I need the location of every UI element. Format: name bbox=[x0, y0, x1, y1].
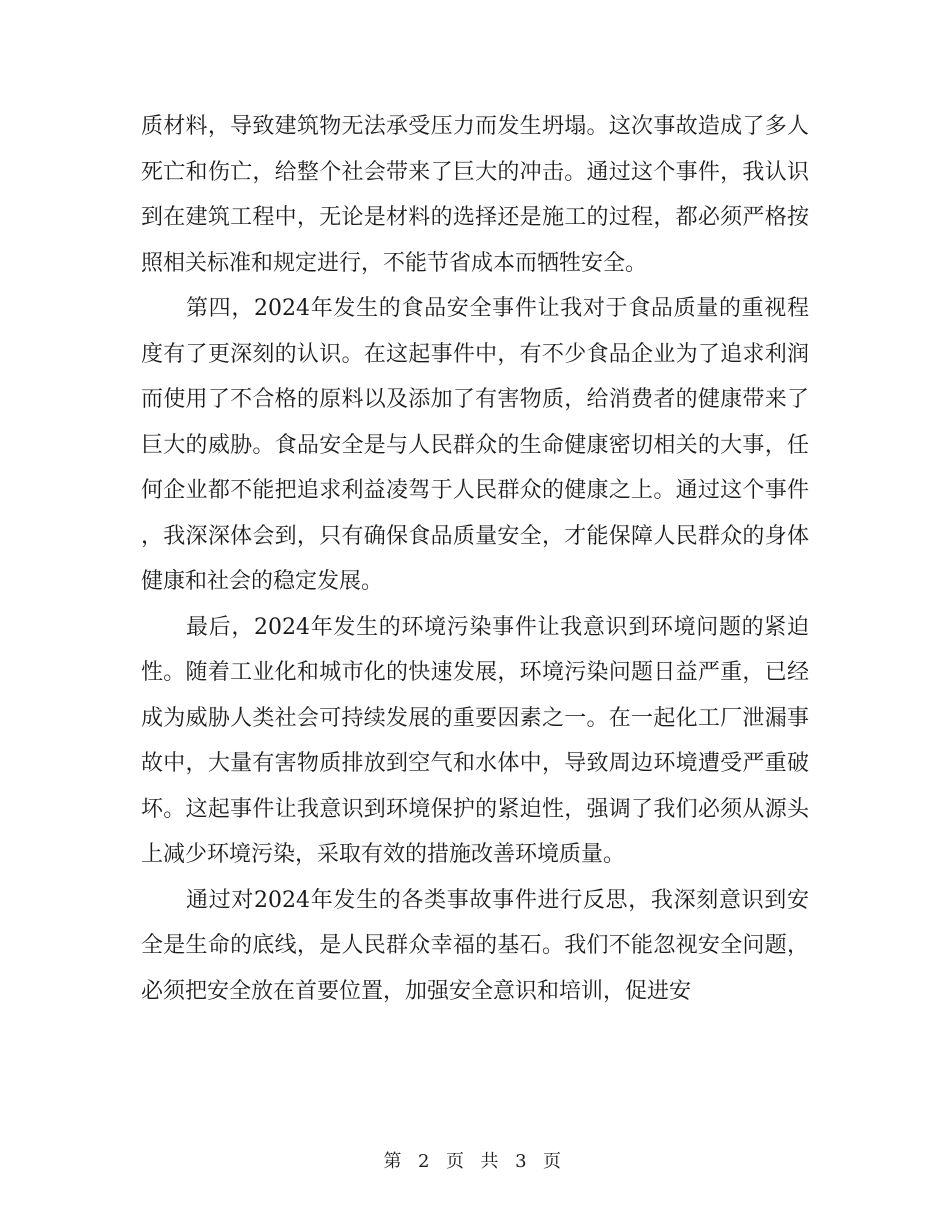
page-number-footer: 第 2 页 共 3 页 bbox=[383, 1151, 567, 1172]
paragraph-continuation: 质材料，导致建筑物无法承受压力而发生坍塌。这次事故造成了多人死亡和伤亡，给整个社会带来了巨大的冲击。通过这个事件，我认识到在建筑工程中，无论是材料的选择还是施工的过程，都必须严格按照相关标准和规定进行，不能节省成本而牺牲安全。 bbox=[141, 114, 809, 276]
paragraph-reflection: 通过对2024年发生的各类事故事件进行反思，我深刻意识到安全是生命的底线，是人民群众幸福的基石。我们不能忽视安全问题，必须把安全放在首要位置，加强安全意识和培训，促进安 bbox=[141, 887, 809, 1004]
document-body bbox=[141, 104, 809, 1014]
paragraph-environment: 最后，2024年发生的环境污染事件让我意识到环境问题的紧迫性。随着工业化和城市化的快速发展，环境污染问题日益严重，已经成为威胁人类社会可持续发展的重要因素之一。在一起化工厂泄漏事故中，大量有害物质排放到空气和水体中，导致周边环境遭受严重破坏。这起事件让我意识到环境保护的紧迫性，强调了我们必须从源头上减少环境污染，采取有效的措施改善环境质量。 bbox=[141, 614, 809, 867]
paragraph-food-safety: 第四，2024年发生的食品安全事件让我对于食品质量的重视程度有了更深刻的认识。在这起事件中，有不少食品企业为了追求利润而使用了不合格的原料以及添加了有害物质，给消费者的健康带来了巨大的威胁。食品安全是与人民群众的生命健康密切相关的大事，任何企业都不能把追求利益凌驾于人民群众的健康之上。通过这个事件，我深深体会到，只有确保食品质量安全，才能保障人民群众的身体健康和社会的稳定发展。 bbox=[141, 296, 809, 594]
